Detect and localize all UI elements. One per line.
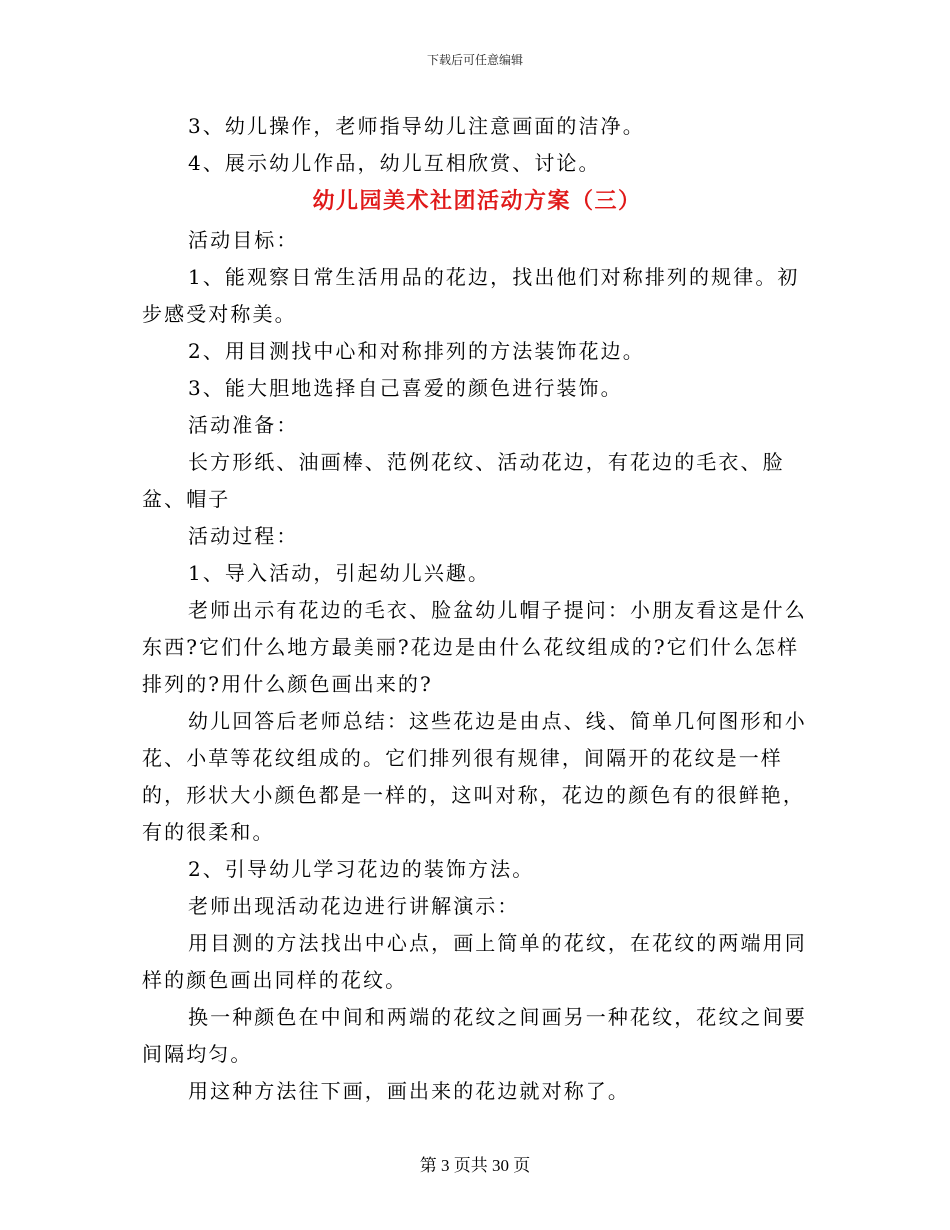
paragraph-demo-step-3: 用这种方法往下画，画出来的花边就对称了。: [188, 1079, 630, 1103]
paragraph-goal-3: 3、能大胆地选择自己喜爱的颜色进行装饰。: [188, 376, 623, 400]
paragraph-demo-step-1: 用目测的方法找出中心点，画上简单的花纹，在花纹的两端用同样的颜色画出同样的花纹。: [142, 931, 807, 992]
paragraph-teacher-summary: 幼儿回答后老师总结：这些花边是由点、线、简单几何图形和小花、小草等花纹组成的。它们排列很有规律，间隔开的花纹是一样的，形状大小颜色都是一样的，这叫对称，花边的颜色有的很鲜艳，有的很柔和。: [142, 709, 807, 844]
paragraph-goals-heading: 活动目标：: [188, 228, 299, 252]
paragraph-step-4: 4、展示幼儿作品，幼儿互相欣赏、讨论。: [188, 151, 601, 175]
paragraph-teacher-question: 老师出示有花边的毛衣、脸盆幼儿帽子提问：小朋友看这是什么东西?它们什么地方最美丽?花边是由什么花纹组成的?它们什么怎样排列的?用什么颜色画出来的?: [142, 598, 807, 696]
paragraph-step-3: 3、幼儿操作，老师指导幼儿注意画面的洁净。: [188, 114, 645, 138]
page-footer: 第 3 页共 30 页: [419, 1156, 531, 1175]
paragraph-process-heading: 活动过程：: [188, 524, 299, 548]
paragraph-prep-materials: 长方形纸、油画棒、范例花纹、活动花边，有花边的毛衣、脸盆、帽子: [142, 450, 785, 511]
document-body: [142, 108, 812, 1110]
paragraph-prep-heading: 活动准备：: [188, 413, 299, 437]
paragraph-demo-step-2: 换一种颜色在中间和两端的花纹之间画另一种花纹，花纹之间要间隔均匀。: [142, 1005, 807, 1066]
paragraph-demo-intro: 老师出现活动花边进行讲解演示：: [188, 894, 520, 918]
paragraph-process-2: 2、引导幼儿学习花边的装饰方法。: [188, 857, 535, 881]
paragraph-goal-2: 2、用目测找中心和对称排列的方法装饰花边。: [188, 339, 645, 363]
paragraph-goal-1: 1、能观察日常生活用品的花边，找出他们对称排列的规律。初步感受对称美。: [142, 265, 800, 326]
section-title: 幼儿园美术社团活动方案（三）: [312, 189, 642, 214]
page-header: 下载后可任意编辑: [426, 53, 523, 67]
paragraph-process-1: 1、导入活动，引起幼儿兴趣。: [188, 561, 491, 585]
